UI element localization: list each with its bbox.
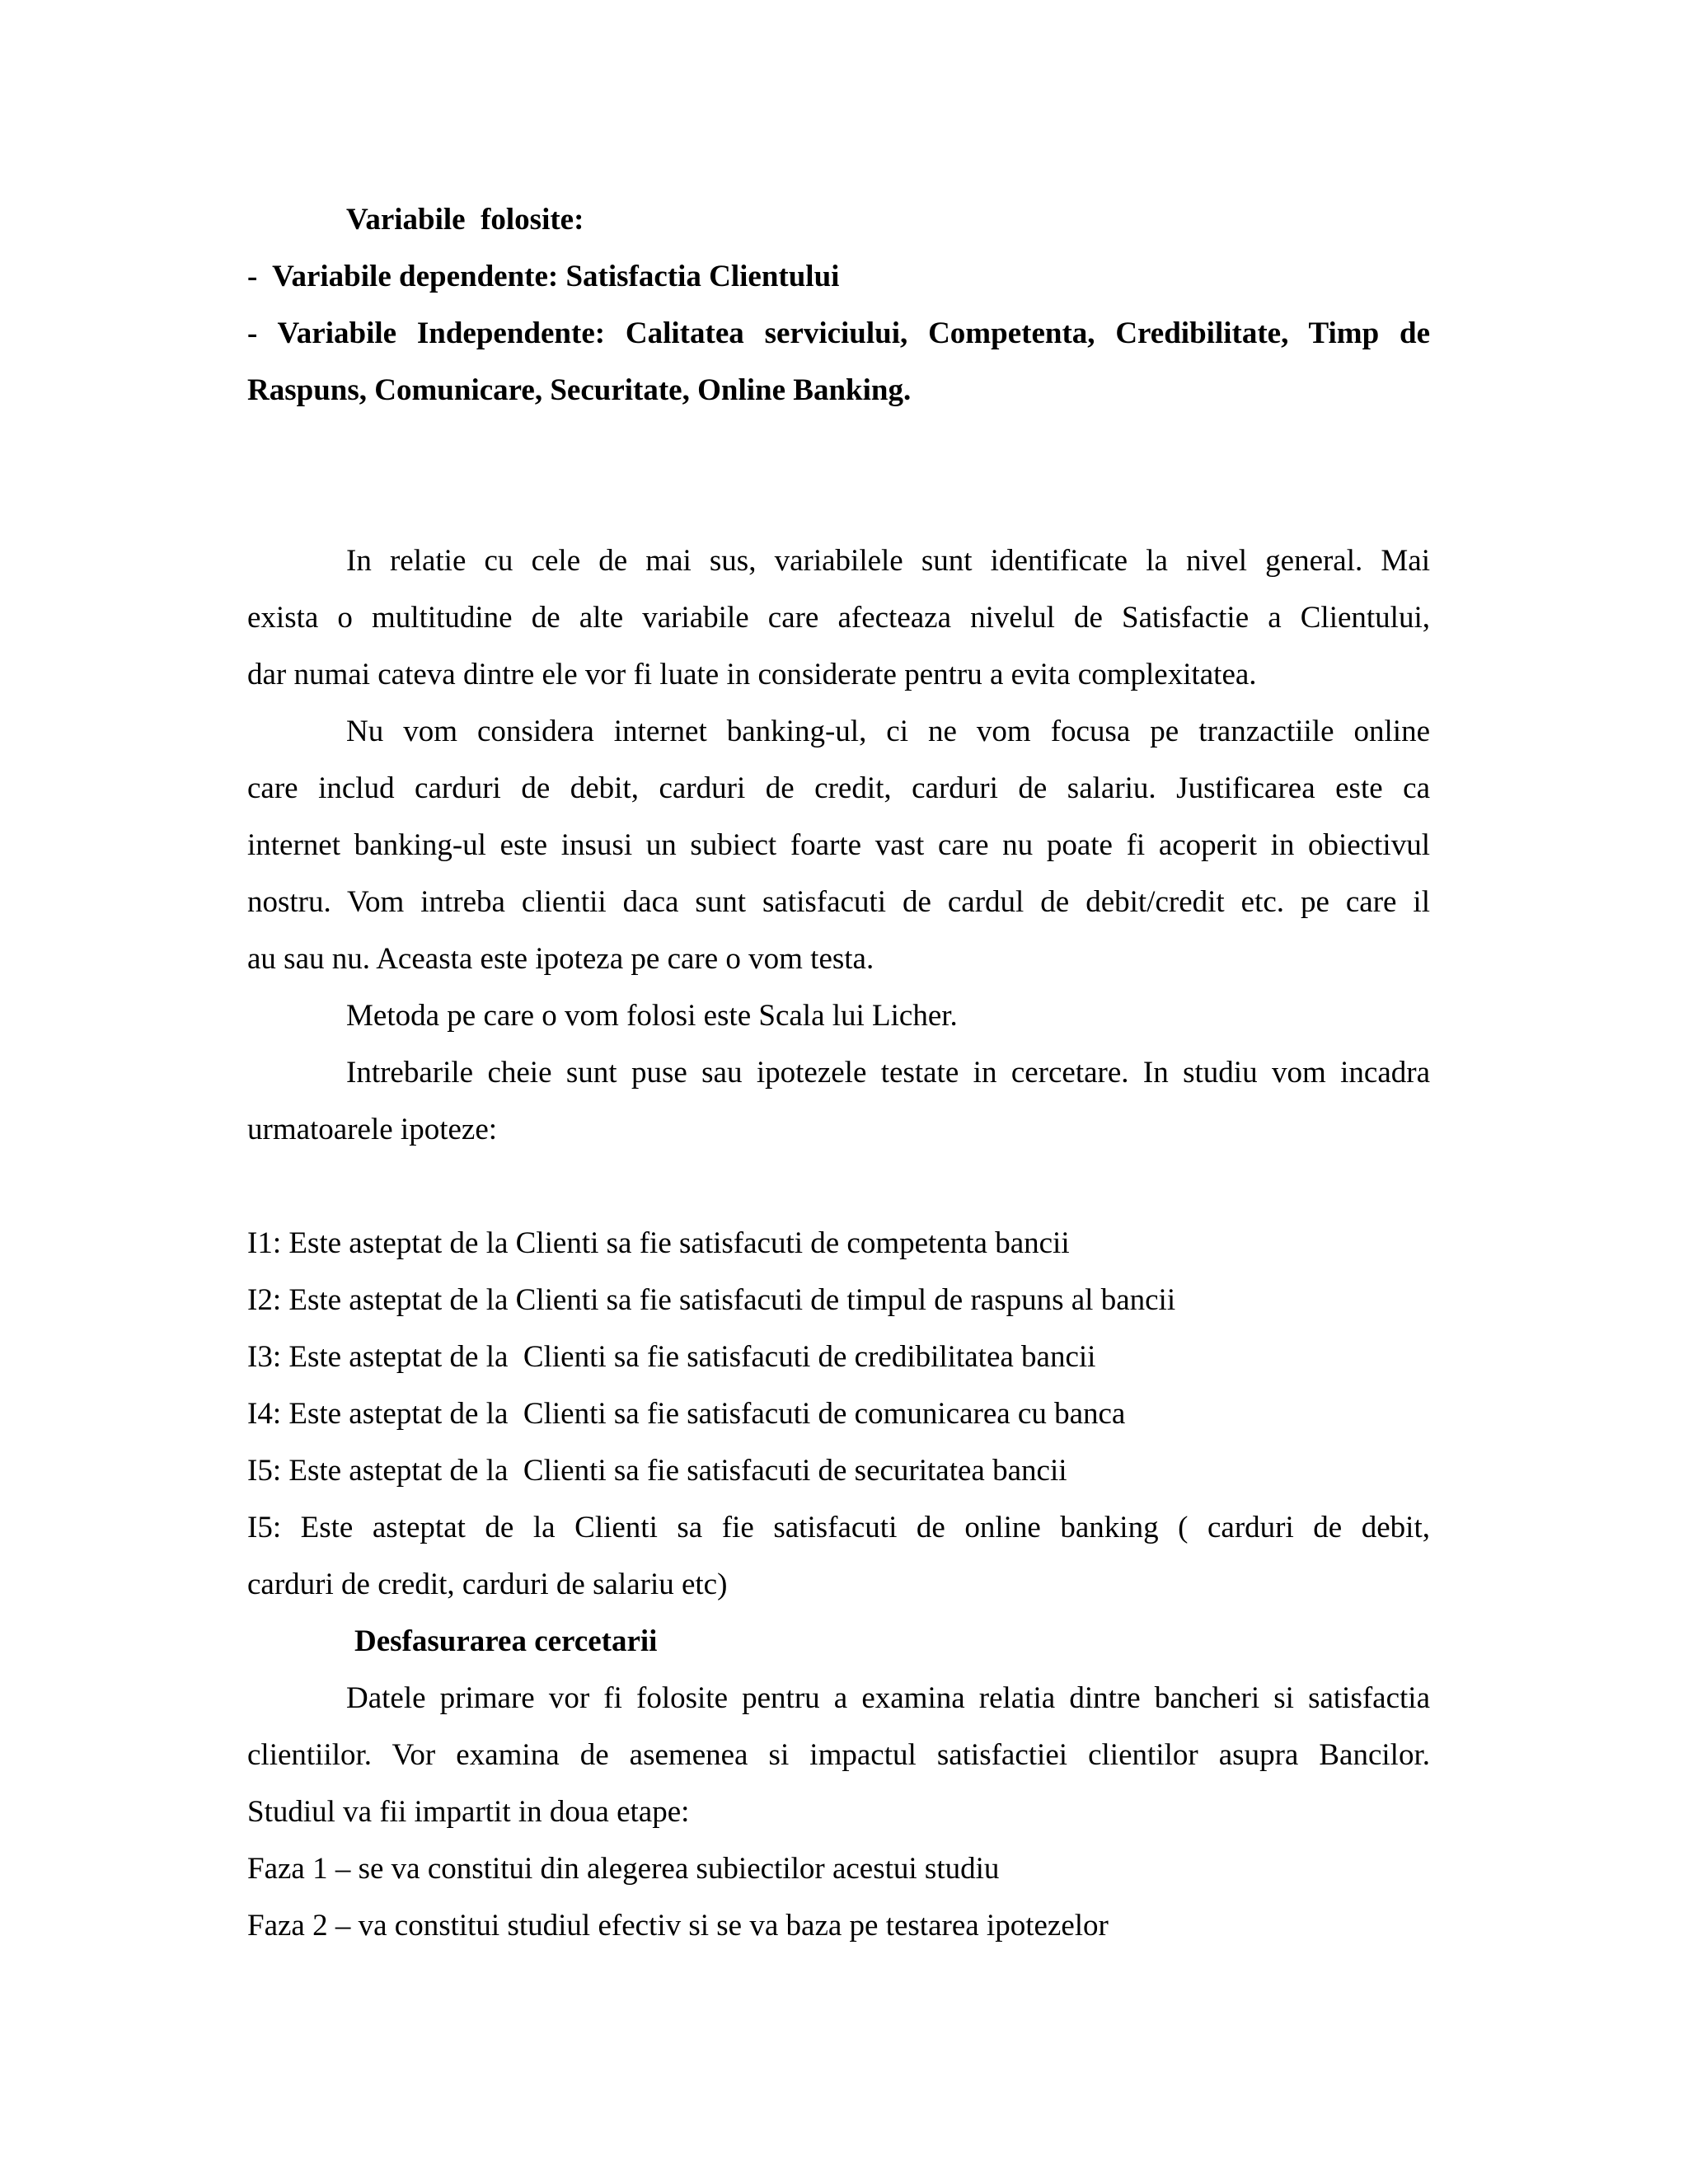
paragraph-line: Intrebarile cheie sunt puse sau ipotezele testate in cercetare. In studiu vom incadra bbox=[346, 1056, 1430, 1090]
paragraph-relation bbox=[247, 532, 1430, 703]
variables-heading: Variabile folosite: bbox=[346, 203, 584, 237]
paragraph-line: urmatoarele ipoteze: bbox=[247, 1113, 498, 1146]
paragraph-line: Nu vom considera internet banking-ul, ci ne vom focusa pe tranzactiile online bbox=[346, 715, 1430, 748]
phase-item: Faza 2 – va constitui studiul efectiv si se va baza pe testarea ipotezelor bbox=[247, 1909, 1109, 1943]
paragraph-key-questions bbox=[247, 1044, 1430, 1158]
paragraph-line: In relatie cu cele de mai sus, variabilele sunt identificate la nivel general. Mai bbox=[346, 544, 1430, 578]
paragraph-line: Studiul va fii impartit in doua etape: bbox=[247, 1795, 690, 1829]
paragraph-line: nostru. Vom intreba clientii daca sunt satisfacuti de cardul de debit/credit etc. pe care il bbox=[247, 885, 1430, 919]
independent-variables-line2: Raspuns, Comunicare, Securitate, Online Banking. bbox=[247, 373, 912, 407]
paragraph-line: Metoda pe care o vom folosi este Scala lui Licher. bbox=[346, 999, 958, 1033]
paragraph-line: care includ carduri de debit, carduri de credit, carduri de salariu. Justificarea este ca bbox=[247, 771, 1430, 805]
hypothesis-item: I4: Este asteptat de la Clienti sa fie satisfacuti de comunicarea cu banca bbox=[247, 1397, 1126, 1431]
phases-list bbox=[247, 1840, 1430, 1954]
hypotheses-list bbox=[247, 1215, 1430, 1613]
spacer bbox=[247, 419, 1430, 532]
section-heading: Desfasurarea cercetarii bbox=[354, 1624, 658, 1658]
hypothesis-item-online-banking-line1: I5: Este asteptat de la Clienti sa fie satisfacuti de online banking ( carduri de debit, bbox=[247, 1511, 1430, 1544]
dependent-variables: - Variabile dependente: Satisfactia Clientului bbox=[247, 260, 840, 293]
variables-block bbox=[247, 191, 1430, 419]
hypothesis-item-online-banking-line2: carduri de credit, carduri de salariu etc) bbox=[247, 1568, 728, 1601]
spacer bbox=[247, 1158, 1430, 1215]
independent-variables-line1: - Variabile Independente: Calitatea serviciului, Competenta, Credibilitate, Timp de bbox=[247, 316, 1430, 350]
hypothesis-item: I1: Este asteptat de la Clienti sa fie satisfacuti de competenta bancii bbox=[247, 1226, 1070, 1260]
hypothesis-item: I3: Este asteptat de la Clienti sa fie satisfacuti de credibilitatea bancii bbox=[247, 1340, 1096, 1374]
paragraph-line: clientiilor. Vor examina de asemenea si impactul satisfactiei clientilor asupra Bancilor. bbox=[247, 1738, 1430, 1772]
paragraph-line: dar numai cateva dintre ele vor fi luate in considerate pentru a evita complexitatea. bbox=[247, 658, 1257, 691]
paragraph-line: exista o multitudine de alte variabile care afecteaza nivelul de Satisfactie a Clientului, bbox=[247, 601, 1430, 635]
hypothesis-item: I5: Este asteptat de la Clienti sa fie satisfacuti de securitatea bancii bbox=[247, 1454, 1067, 1488]
paragraph-line: au sau nu. Aceasta este ipoteza pe care o vom testa. bbox=[247, 942, 874, 976]
document-body bbox=[247, 191, 1430, 1954]
paragraph-line: Datele primare vor fi folosite pentru a examina relatia dintre bancheri si satisfactia bbox=[346, 1681, 1430, 1715]
paragraph-internet-banking bbox=[247, 703, 1430, 987]
hypothesis-item: I2: Este asteptat de la Clienti sa fie satisfacuti de timpul de raspuns al bancii bbox=[247, 1283, 1176, 1317]
paragraph-method bbox=[247, 987, 1430, 1044]
paragraph-line: internet banking-ul este insusi un subiect foarte vast care nu poate fi acoperit in obiectivul bbox=[247, 828, 1430, 862]
paragraph-primary-data bbox=[247, 1670, 1430, 1840]
phase-item: Faza 1 – se va constitui din alegerea subiectilor acestui studiu bbox=[247, 1852, 1000, 1886]
